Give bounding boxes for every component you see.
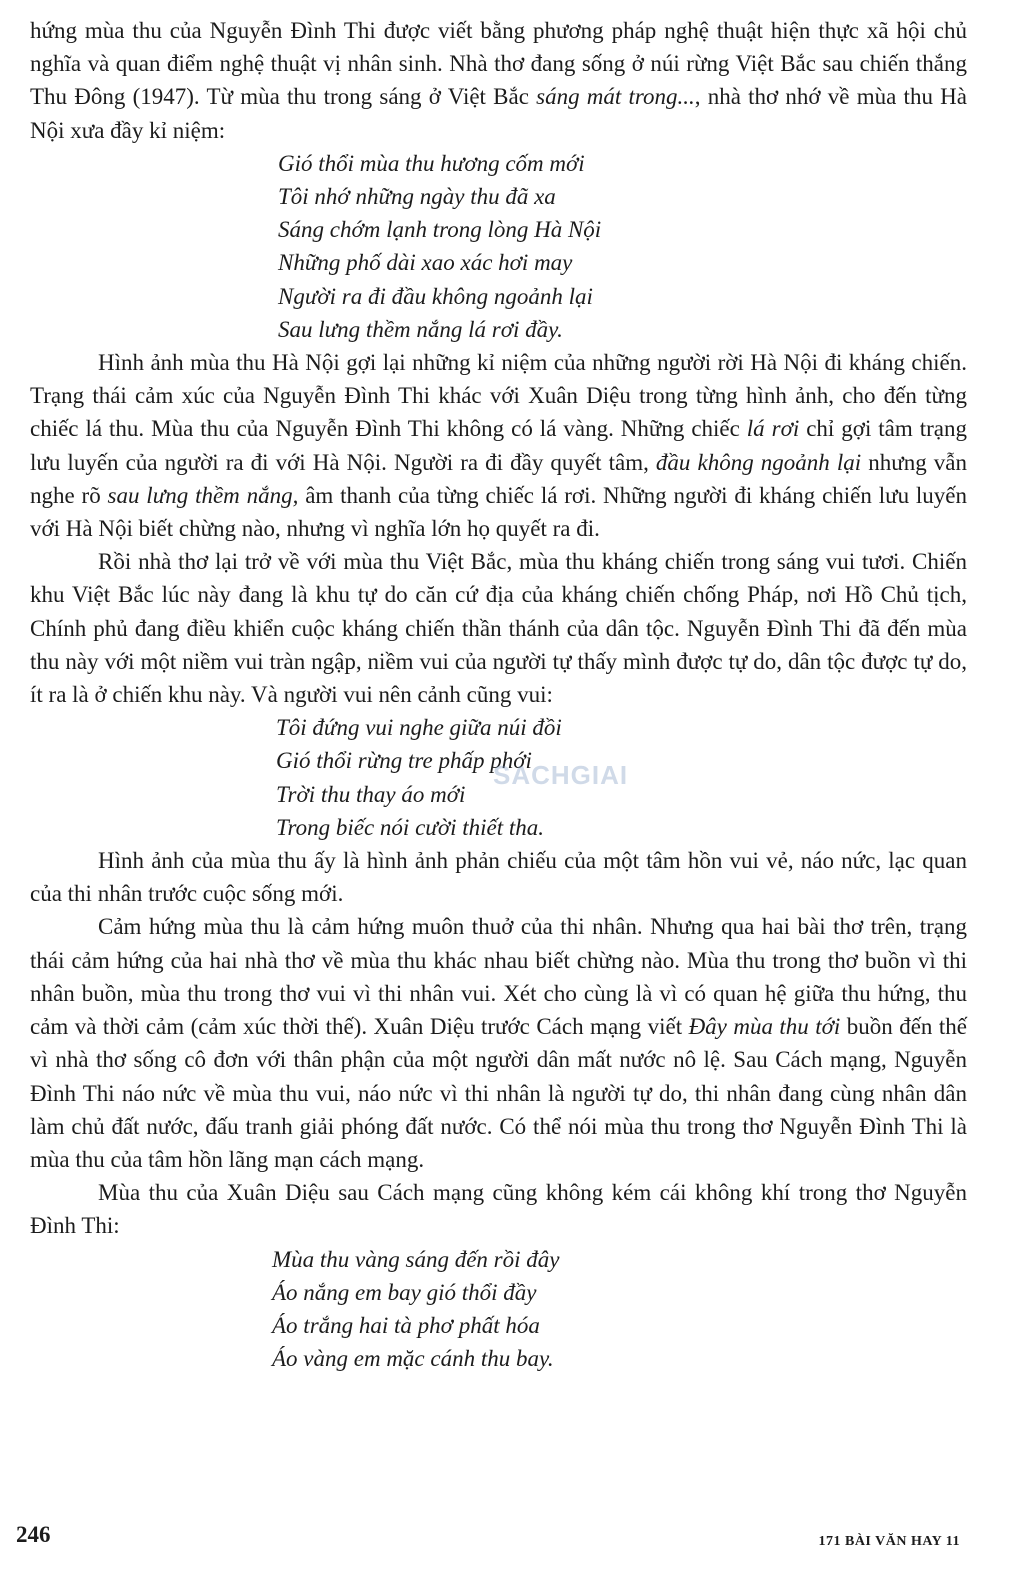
poem-line: Người ra đi đầu không ngoảnh lại	[278, 283, 593, 309]
quoted-phrase: sau lưng thềm nắng,	[107, 482, 299, 508]
poem-line: Sau lưng thềm nắng lá rơi đầy.	[278, 316, 563, 342]
poem-line: Tôi đứng vui nghe giữa núi đồi	[276, 715, 562, 741]
paragraph-text: chỉ gợi tâm trạng lưu luyến của người ra đi với Hà Nội. Người ra đi đầy quyết tâm,	[30, 416, 967, 475]
poem-title: Đây mùa thu tới	[688, 1014, 841, 1040]
poem-stanza-nguyen-dinh-thi-hanoi	[30, 147, 967, 346]
paragraph-reflection: Hình ảnh của mùa thu ấy là hình ảnh phản chiếu của một tâm hồn vui vẻ, náo nức, lạc quan của thi nhân trước cuộc sống mới.	[30, 848, 967, 907]
poem-line: Trong biếc nói cười thiết tha.	[276, 814, 545, 840]
poem-line: Áo trắng hai tà phơ phất hóa	[272, 1312, 540, 1338]
paragraph-text: nhưng vẫn nghe rõ	[30, 449, 967, 508]
paragraph-xuan-dieu: Mùa thu của Xuân Diệu sau Cách mạng cũng không kém cái không khí trong thơ Nguyễn Đình Thi:	[30, 1180, 967, 1239]
watermark: SACHGIAI	[493, 760, 629, 790]
paragraph-text: Cảm hứng mùa thu là cảm hứng muôn thuở của thi nhân. Nhưng qua hai bài thơ trên, trạng thái cảm hứng của hai nhà thơ về mùa thu khác nhau biết chừng nào. Mùa thu trong thơ buồn vì thi nhân buồn, mùa thu trong thơ vui vì thi nhân vui. Xét cho cùng là vì có quan hệ giữa thu hứng, thu cảm và thời cảm (cảm xúc thời thế). Xuân Diệu trước Cách mạng viết	[30, 914, 967, 1040]
paragraph-text: Hình ảnh mùa thu Hà Nội gợi lại những kỉ niệm của những người rời Hà Nội đi kháng chiến. Trạng thái cảm xúc của Nguyễn Đình Thi khác với Xuân Diệu trong từng hình ảnh, cho đến từng chiếc lá thu. Mùa thu của Nguyễn Đình Thi không có lá vàng. Những chiếc	[30, 350, 967, 442]
poem-line: Áo nắng em bay gió thổi đầy	[272, 1279, 537, 1305]
paragraph-text: hứng mùa thu của Nguyễn Đình Thi được viết bằng phương pháp nghệ thuật hiện thực xã hội chủ nghĩa và quan điểm nghệ thuật vị nhân sinh. Nhà thơ đang sống ở núi rừng Việt Bắc sau chiến thắng Thu Đông (1947). Từ mùa thu trong sáng ở Việt Bắc	[30, 18, 967, 110]
paragraph-intro	[30, 14, 967, 147]
poem-line: Trời thu thay áo mới	[276, 781, 466, 807]
page-number: 246	[16, 1522, 51, 1547]
quoted-phrase: lá rơi	[746, 416, 800, 442]
paragraph-text: âm thanh của từng chiếc lá rơi. Những người đi kháng chiến lưu luyến với Hà Nội biết chừng nào, nhưng vì nghĩa lớn họ quyết ra đi.	[30, 482, 967, 542]
poem-line: Mùa thu vàng sáng đến rồi đây	[272, 1246, 560, 1272]
paragraph-comparison	[30, 910, 967, 1176]
poem-line: Tôi nhớ những ngày thu đã xa	[278, 184, 556, 210]
quoted-phrase: đầu không ngoảnh lại	[655, 449, 862, 475]
paragraph-text: buồn đến thế vì nhà thơ sống cô đơn với thân phận của một người dân mất nước nô lệ. Sau Cách mạng, Nguyễn Đình Thi náo nức về mùa thu vui, náo nức vì thi nhân là người tự do, thi nhân đang cùng nhân dân làm chủ đất nước, đấu tranh giải phóng đất nước. Có thể nói mùa thu trong thơ Nguyễn Đình Thi là mùa thu của tâm hồn lãng mạn cách mạng.	[30, 1014, 967, 1172]
page-body	[30, 14, 967, 1375]
paragraph-viet-bac: Rồi nhà thơ lại trở về với mùa thu Việt Bắc, mùa thu kháng chiến trong sáng vui tươi. Chiến khu Việt Bắc lúc này đang là khu tự do căn cứ địa của kháng chiến chống Pháp, nơi Hồ Chủ tịch, Chính phủ đang điều khiển cuộc kháng chiến thần thánh của dân tộc. Nguyễn Đình Thi đã đến mùa thu này với một niềm vui tràn ngập, niềm vui của người tự thấy mình được tự do, dân tộc được tự do, ít ra là ở chiến khu này. Và người vui nên cảnh cũng vui:	[30, 549, 967, 708]
paragraph-text: , nhà thơ nhớ về mùa thu Hà Nội xưa đầy kỉ niệm:	[30, 84, 967, 143]
poem-line: Gió thổi mùa thu hương cốm mới	[278, 150, 585, 176]
poem-line: Sáng chớm lạnh trong lòng Hà Nội	[278, 217, 602, 243]
poem-stanza-xuan-dieu	[30, 1243, 967, 1376]
poem-line: Gió thổi rừng tre phấp phới	[276, 748, 532, 774]
book-title: 171 BÀI VĂN HAY 11	[818, 1534, 960, 1549]
poem-line: Những phố dài xao xác hơi may	[278, 250, 573, 276]
poem-line: Áo vàng em mặc cánh thu bay.	[272, 1346, 554, 1372]
quoted-phrase: sáng mát trong...	[536, 84, 695, 110]
paragraph-hanoi-memories	[30, 346, 967, 545]
